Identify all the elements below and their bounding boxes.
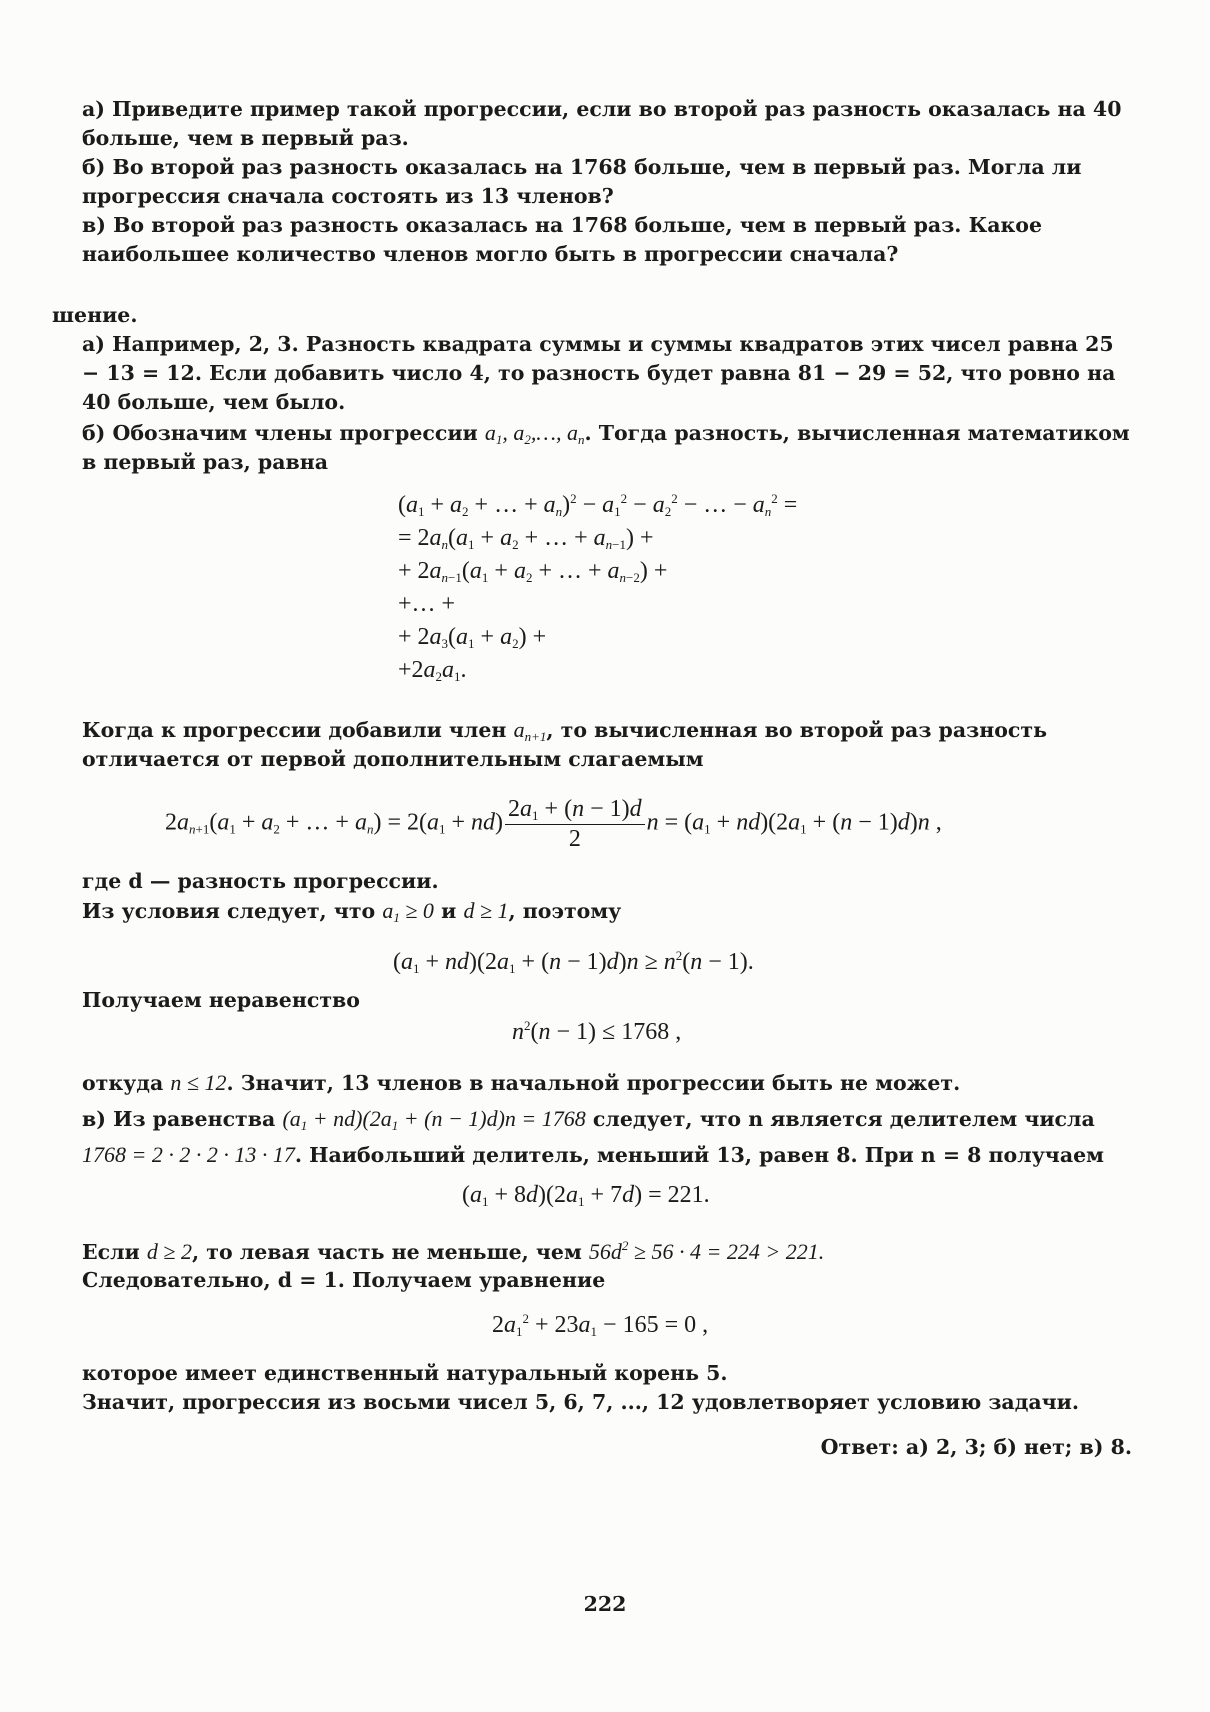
added-term-formula: $a_{n+1}$ bbox=[513, 717, 547, 744]
page-number: 222 bbox=[583, 1592, 627, 1616]
formula-expansion-line-4: +… + bbox=[398, 591, 456, 617]
formula-expansion-line-3: + $2a_{n-1}(a_1 + a_2$ + … + $a_{n-2}$) + bbox=[398, 558, 668, 585]
from-condition-text: Из условия следует, что $a_1 \ge 0$ и d ≥ 1, поэтому bbox=[82, 898, 622, 925]
a1-nonneg-formula: $a_1 \ge 0$ bbox=[382, 898, 434, 925]
equality-formula: $(a_1 + nd)(2a_1 + (n - 1)d)n = 1768$ bbox=[282, 1106, 586, 1133]
formula-expansion-line-5: + $2a_3(a_1 + a_2)$ + bbox=[398, 624, 547, 651]
quadratic-equation-formula: $2a_1^2 + 23a_1 - 165 = 0$ , bbox=[492, 1311, 709, 1339]
bound-formula: $56d^2 \ge 56 \cdot 4 = 224 > 221$. bbox=[588, 1238, 825, 1264]
additional-term-formula: $2a_{n+1}(a_1 + a_2$ + … + $a_n) = 2(a_1 + nd)$ $\frac{2a_1 + (n - 1)d}{2}$ $n = (a_1 + nd)(2a_1 + (n - 1)d)n$ , bbox=[165, 796, 942, 852]
d-ge-2-formula: d ≥ 2 bbox=[146, 1239, 192, 1264]
d-ge-1-formula: d ≥ 1 bbox=[463, 898, 509, 923]
get-inequality-text: Получаем неравенство bbox=[82, 988, 360, 1012]
solution-part-c-text: в) Из равенства $(a_1 + nd)(2a_1 + (n - 1)d)n = 1768$ следует, что n является делителем числа 1768 = 2 · 2 · 2 · 13 · 17. Наибольший делитель, меньший 13, равен 8. При n = 8 получаем bbox=[82, 1106, 1104, 1167]
formula-expansion-line-1: ($a_1 + a_2$ + … + $a_n)^2 - a_1^2 - a_2^2$ − … − $a_n^2$ = bbox=[398, 491, 798, 519]
inequality-formula: $n^2(n - 1) \le 1768$ , bbox=[512, 1018, 682, 1045]
problem-part-b: б) Во второй раз разность оказалась на 1768 больше, чем в первый раз. Могла ли прогрессия сначала состоять из 13 членов? bbox=[82, 155, 1082, 208]
whence-text: откуда n ≤ 12. Значит, 13 членов в начальной прогрессии быть не может. bbox=[82, 1070, 961, 1095]
solution-part-a: а) Например, 2, 3. Разность квадрата суммы и суммы квадратов этих чисел равна 25 − 13 = 12. Если добавить число 4, то разность будет равна 81 − 29 = 52, что ровно на 40 больше, чем было. bbox=[82, 332, 1116, 414]
problem-part-a: а) Приведите пример такой прогрессии, если во второй раз разность оказалась на 40 больше, чем в первый раз. bbox=[82, 97, 1122, 150]
hence-text: Следовательно, d = 1. Получаем уравнение bbox=[82, 1268, 606, 1292]
n8-equation-formula: $(a_1 + 8d)(2a_1 + 7d) = 221$. bbox=[462, 1182, 710, 1209]
solution-heading: шение. bbox=[52, 303, 138, 327]
where-d-text: где d — разность прогрессии. bbox=[82, 869, 439, 893]
root-text: которое имеет единственный натуральный корень 5. bbox=[82, 1361, 728, 1385]
sequence-terms-formula: $a_1$, $a_2,\dots$, $a_n$ bbox=[484, 420, 585, 447]
formula-expansion-line-2: = $2a_n(a_1 + a_2$ + … + $a_{n-1}$) + bbox=[398, 525, 654, 552]
if-d-ge-2-text: Если d ≥ 2, то левая часть не меньше, чем $56d^2 \ge 56 \cdot 4 = 224 > 221$. bbox=[82, 1238, 825, 1264]
problem-part-c: в) Во второй раз разность оказалась на 1768 больше, чем в первый раз. Какое наибольшее количество членов могло быть в прогрессии сначала? bbox=[82, 213, 1043, 266]
solution-added-term-text: Когда к прогрессии добавили член $a_{n+1}$, то вычисленная во второй раз разность отличается от первой дополнительным слагаемым bbox=[82, 717, 1048, 771]
solution-part-b-intro: б) Обозначим члены прогрессии $a_1$, $a_2,\dots$, $a_n$. Тогда разность, вычисленная математиком в первый раз, равна bbox=[82, 420, 1130, 474]
n-le-12-formula: n ≤ 12 bbox=[170, 1070, 227, 1095]
factorization-formula: 1768 = 2 · 2 · 2 · 13 · 17 bbox=[82, 1142, 295, 1167]
conclusion-text: Значит, прогрессия из восьми чисел 5, 6, 7, ..., 12 удовлетворяет условию задачи. bbox=[82, 1390, 1080, 1414]
lower-bound-formula: $(a_1 + nd)(2a_1 + (n - 1)d)n \ge n^2(n - 1)$. bbox=[393, 948, 754, 976]
answer-text: Ответ: а) 2, 3; б) нет; в) 8. bbox=[820, 1435, 1132, 1459]
formula-expansion-line-6: $+2a_2a_1$. bbox=[398, 657, 467, 684]
